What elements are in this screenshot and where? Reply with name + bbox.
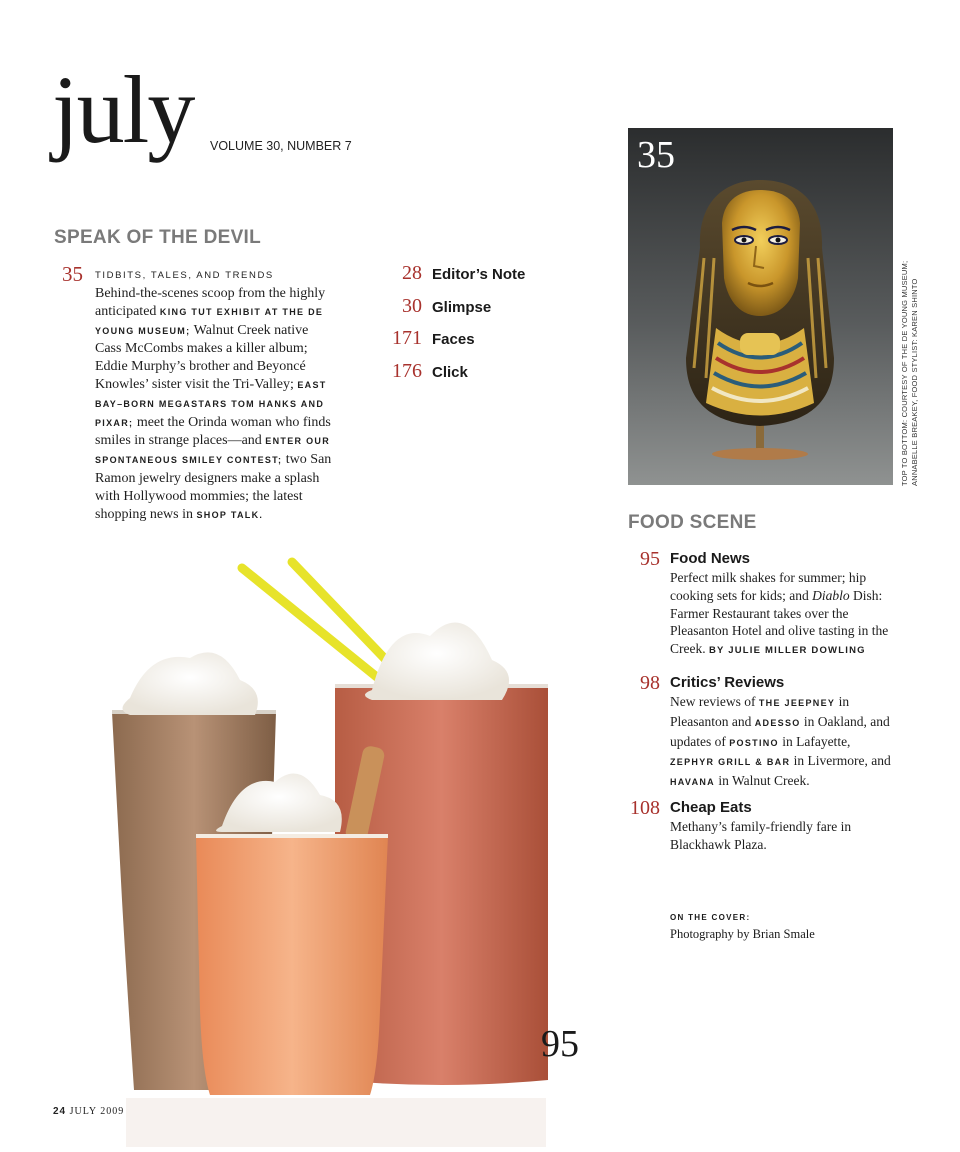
milkshakes-photo[interactable]: [90, 550, 590, 1147]
page-number[interactable]: 95: [541, 1023, 579, 1065]
highlight-caps-text: SHOP TALK.: [196, 509, 264, 520]
highlight-caps-text: POSTINO: [729, 737, 779, 748]
credit-line: TOP TO BOTTOM: COURTESY OF THE DE YOUNG MUSEUM;: [900, 260, 909, 486]
kicker: TIDBITS, TALES, AND TRENDS: [95, 270, 274, 281]
body-text: meet the Orinda woman who finds smiles in strange places—and: [95, 414, 331, 449]
entry-description: Methany’s family-friendly fare in Blackhawk Plaza.: [670, 819, 852, 852]
page-number: 30: [402, 295, 422, 317]
body-text: Behind-the-scenes scoop from the highly anticipated: [95, 286, 326, 319]
toc-entry-click[interactable]: [380, 360, 580, 388]
entry-title: Critics’ Reviews: [670, 674, 785, 691]
page-number: 95: [640, 548, 660, 570]
entry-description: [670, 693, 895, 792]
entry-title: Editor’s Note: [432, 266, 526, 283]
highlight-caps-text: EAST BAY–BORN MEGASTARS TOM HANKS AND PIXAR;: [95, 379, 327, 428]
photo-credit: [900, 126, 919, 486]
entry-title: Food News: [670, 550, 751, 567]
entry-description: [670, 569, 895, 660]
byline: BY JULIE MILLER DOWLING: [708, 645, 866, 657]
description-italic: Diablo: [812, 587, 850, 603]
toc-entry-editors-note[interactable]: [380, 262, 580, 290]
volume-number: VOLUME 30, NUMBER 7: [210, 139, 352, 153]
page-number: 28: [402, 262, 422, 284]
highlight-caps-text: HAVANA: [670, 777, 715, 788]
body-text: New reviews of: [670, 694, 759, 709]
milkshakes-illustration: [90, 550, 590, 1147]
credit-line: ANNABELLE BREAKEY, FOOD STYLIST: KAREN SHINTO: [909, 278, 919, 486]
description-text: Dish: Farmer Restaurant takes over the Pleasanton Hotel and olive tasting in the Creek.: [670, 587, 889, 657]
folio-date: JULY 2009: [69, 1106, 125, 1117]
highlight-caps-text: ADESSO: [754, 717, 801, 728]
body-text: two San Ramon jewelry designers make a splash with Hollywood mommies; the latest shopping news in: [95, 452, 332, 522]
body-text: in Walnut Creek.: [714, 773, 810, 789]
mummy-mask-photo[interactable]: [628, 128, 893, 485]
body-text: in Lafayette,: [778, 733, 851, 749]
body-text: in Pleasanton and: [670, 694, 850, 729]
cover-label: ON THE COVER:: [670, 913, 751, 922]
highlight-caps-text: ENTER OUR SPONTANEOUS SMILEY CONTEST;: [95, 436, 330, 466]
toc-entry-faces[interactable]: [380, 327, 580, 355]
entry-title: Click: [432, 364, 468, 381]
mummy-mask-illustration: [628, 128, 893, 485]
body-text: Walnut Creek native Cass McCombs makes a killer album; Eddie Murphy’s brother and Beyoncé Knowles’ sister visit the Tri-Valley;: [95, 322, 309, 392]
body-text: in Oakland, and updates of: [670, 713, 890, 749]
speak-description: [95, 285, 335, 524]
entry-title: Faces: [432, 331, 475, 348]
page-number[interactable]: 35: [62, 262, 83, 286]
page-number: 98: [640, 672, 660, 694]
page-number: 108: [630, 797, 660, 819]
page-number: 176: [392, 360, 422, 382]
issue-month: july: [52, 56, 194, 163]
page-number[interactable]: 35: [637, 134, 675, 176]
description-text: Perfect milk shakes for summer; hip cooking sets for kids; and: [670, 570, 867, 603]
toc-entry-glimpse[interactable]: [380, 295, 580, 323]
page-number: 171: [392, 327, 422, 349]
highlight-caps-text: KING TUT EXHIBIT AT THE DE YOUNG MUSEUM;: [95, 306, 324, 336]
body-text: in Livermore, and: [790, 753, 891, 769]
folio: [53, 1106, 124, 1117]
section-heading-speak: SPEAK OF THE DEVIL: [54, 227, 262, 248]
section-heading-food: FOOD SCENE: [628, 512, 757, 533]
cover-credit: Photography by Brian Smale: [670, 927, 815, 941]
folio-page: 24: [53, 1106, 67, 1117]
entry-title: Cheap Eats: [670, 799, 752, 816]
highlight-caps-text: ZEPHYR GRILL & BAR: [670, 757, 791, 768]
highlight-caps-text: THE JEEPNEY: [758, 698, 836, 708]
entry-title: Glimpse: [432, 299, 492, 316]
